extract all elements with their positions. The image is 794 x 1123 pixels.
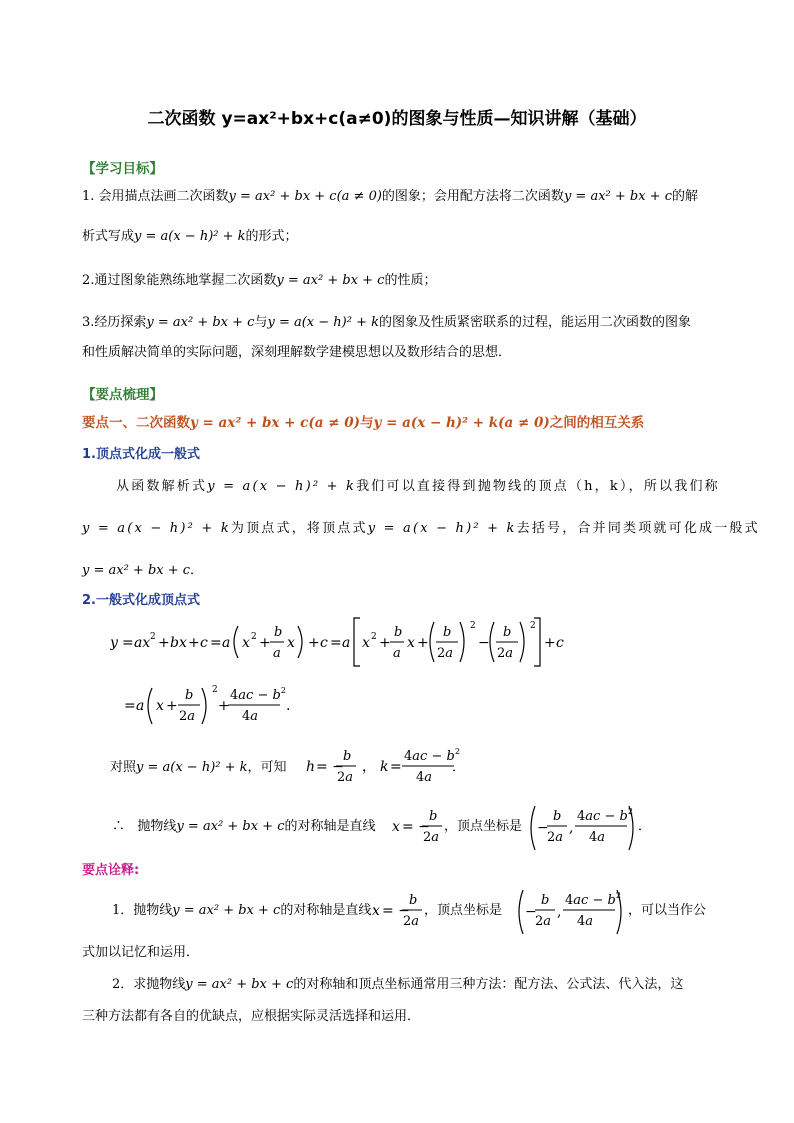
svg-text:2a: 2a bbox=[423, 830, 440, 845]
formula: y = a(x − h)² + k bbox=[267, 315, 379, 330]
paragraph-line-2 bbox=[82, 518, 760, 540]
goal-1-text-mid: 的图象；会用配方法将二次函数 bbox=[381, 189, 564, 204]
note-2-cont: 三种方法都有各自的优缺点，应根据实际灵活选择和运用． bbox=[82, 1009, 421, 1024]
key-point-1-heading bbox=[82, 412, 722, 434]
svg-text:= −: = − bbox=[402, 819, 430, 835]
therefore-symbol: ∴ bbox=[112, 819, 126, 834]
svg-text:a: a bbox=[222, 635, 231, 651]
svg-text:2a: 2a bbox=[337, 770, 354, 785]
svg-text:x: x bbox=[287, 635, 295, 651]
svg-text:c: c bbox=[200, 635, 208, 651]
svg-text:= −: = − bbox=[316, 759, 344, 775]
goal-text: 2.通过图象能熟练地掌握二次函数 bbox=[82, 273, 277, 288]
svg-text:4ac − b2: $4ac - b^2$ bbox=[230, 686, 286, 703]
para-text: 从函数解析式 bbox=[116, 479, 208, 494]
goal-1-cont bbox=[82, 226, 722, 248]
svg-text:,: , bbox=[557, 904, 562, 920]
note-1-vertex-text: ，顶点坐标是 bbox=[424, 903, 503, 918]
svg-text:+: + bbox=[379, 635, 391, 651]
svg-text:+: + bbox=[544, 635, 556, 651]
key-text: 要点一、二次函数 bbox=[82, 415, 190, 431]
formula: y = a(x − h)² + k bbox=[367, 521, 517, 536]
svg-text:2a: 2a bbox=[497, 646, 514, 661]
svg-text:2a: 2a bbox=[403, 914, 420, 929]
goal-text-end: 的图象及性质紧密联系的过程，能运用二次函数的图象 bbox=[378, 315, 691, 330]
svg-text:b: b bbox=[503, 625, 512, 640]
svg-text:=: = bbox=[390, 759, 402, 775]
svg-text:x: x bbox=[372, 903, 380, 919]
formula: y = a(x − h)² + k bbox=[82, 521, 231, 536]
svg-text:4ac − b2: $4ac - b^2$ bbox=[577, 807, 633, 824]
svg-text:x: x bbox=[362, 635, 370, 651]
svg-text:ax: ax bbox=[134, 635, 151, 651]
goal-text: 3.经历探索 bbox=[82, 315, 147, 330]
svg-text:b: b bbox=[274, 625, 283, 640]
svg-text:a: a bbox=[136, 698, 145, 714]
goal-3-cont: 和性质解决简单的实际问题，深刻理解数学建模思想以及数形结合的思想． bbox=[82, 345, 512, 360]
svg-text:4a: 4a bbox=[589, 830, 606, 845]
svg-text:2: 2 bbox=[530, 621, 536, 631]
svg-text:b: b bbox=[443, 625, 452, 640]
note-axis-formula bbox=[372, 888, 422, 936]
svg-text:2a: 2a bbox=[535, 914, 552, 929]
svg-text:y: y bbox=[110, 635, 118, 651]
goal-2 bbox=[82, 270, 722, 292]
svg-text:a: a bbox=[393, 646, 401, 661]
formula: y = a(x − h)² + k bbox=[207, 479, 357, 494]
svg-text:x: x bbox=[156, 698, 164, 714]
svg-text:= −: = − bbox=[382, 903, 410, 919]
compare-text: 对照 bbox=[110, 760, 137, 775]
svg-text:+: + bbox=[259, 635, 271, 651]
therefore-text-mid: 的对称轴是直线 bbox=[284, 819, 376, 834]
formula: y = a(x − h)² + k bbox=[134, 229, 246, 244]
compare-end: ． bbox=[452, 760, 466, 775]
svg-text:a: a bbox=[273, 646, 281, 661]
svg-text:x: x bbox=[392, 819, 400, 835]
svg-text:−: − bbox=[478, 635, 490, 651]
note-heading: 要点诠释: bbox=[82, 863, 140, 878]
note-1-cont: 式加以记忆和运用． bbox=[82, 945, 200, 960]
key-text-mid: 与 bbox=[360, 415, 374, 431]
formula: y = ax² + bx + c bbox=[276, 273, 385, 288]
goal-text-mid: 与 bbox=[254, 315, 268, 330]
svg-text:+: + bbox=[188, 635, 200, 651]
svg-text:b: b bbox=[394, 625, 403, 640]
formula: y = ax² + bx + c bbox=[563, 189, 672, 204]
svg-text:2: 2 bbox=[150, 632, 156, 642]
formula: y = ax² + bx + c(a ≠ 0) bbox=[228, 189, 382, 204]
svg-text:=: = bbox=[122, 635, 134, 651]
goal-1 bbox=[82, 186, 722, 208]
svg-text:2a: 2a bbox=[437, 646, 454, 661]
svg-text:=: = bbox=[330, 635, 342, 651]
goal-3 bbox=[82, 312, 722, 334]
section-heading-points: 【要点梳理】 bbox=[82, 387, 163, 403]
note-text-end: 的对称轴和顶点坐标通常用三种方法：配方法、公式法、代入法，这 bbox=[293, 977, 684, 992]
svg-text:b: b bbox=[541, 893, 550, 908]
svg-text:−: − bbox=[537, 820, 549, 836]
paragraph-line-1 bbox=[116, 476, 756, 498]
svg-text:b: b bbox=[553, 809, 562, 824]
svg-text:+: + bbox=[417, 635, 429, 651]
formula: y = a(x − h)² + k(a ≠ 0) bbox=[373, 415, 550, 431]
svg-text:2: 2 bbox=[212, 685, 218, 695]
svg-text:+: + bbox=[218, 698, 230, 714]
svg-text:4ac − b2: $4ac - b^2$ bbox=[565, 891, 621, 908]
svg-text:+: + bbox=[158, 635, 170, 651]
svg-text:2a: 2a bbox=[547, 830, 564, 845]
note-text: 1．抛物线 bbox=[112, 903, 173, 918]
therefore-text-vertex: ，顶点坐标是 bbox=[444, 819, 523, 834]
para-text-end: 我们可以直接得到抛物线的顶点（h，k），所以我们称 bbox=[356, 479, 720, 494]
svg-text:2: 2 bbox=[470, 621, 476, 631]
note-2-text bbox=[112, 974, 752, 996]
formula: y = ax² + bx + c bbox=[82, 563, 191, 578]
svg-text:x: x bbox=[407, 635, 415, 651]
svg-text:,: , bbox=[569, 820, 574, 836]
goal-text-end: 的性质； bbox=[384, 273, 437, 288]
svg-text:x: x bbox=[242, 635, 250, 651]
svg-text:，: ， bbox=[362, 759, 376, 775]
svg-text:h: h bbox=[306, 759, 316, 775]
svg-text:b: b bbox=[343, 749, 352, 764]
goal-text: 析式写成 bbox=[82, 229, 135, 244]
formula: y = ax² + bx + c bbox=[172, 903, 281, 918]
formula: y = ax² + bx + c bbox=[146, 315, 255, 330]
axis-formula bbox=[392, 804, 442, 852]
completing-square-equation-2 bbox=[110, 678, 310, 734]
therefore-text: 抛物线 bbox=[137, 819, 177, 834]
svg-text:=: = bbox=[124, 698, 136, 714]
subheading-vertex-to-general: 1.顶点式化成一般式 bbox=[82, 447, 200, 462]
para-text-mid: 为顶点式，将顶点式 bbox=[230, 521, 368, 536]
compare-formula-h-k bbox=[306, 744, 476, 792]
svg-text:c: c bbox=[320, 635, 328, 651]
goal-text-end: 的形式； bbox=[245, 229, 298, 244]
note-text: 2．求抛物线 bbox=[112, 977, 186, 992]
formula: y = ax² + bx + c bbox=[176, 819, 285, 834]
svg-text:2a: 2a bbox=[179, 709, 196, 724]
svg-text:4ac − b2: $4ac - b^2$ bbox=[404, 747, 460, 764]
svg-text:4a: 4a bbox=[242, 709, 259, 724]
formula: y = a(x − h)² + k bbox=[136, 760, 248, 775]
para-text-end: 去括号，合并同类项就可化成一般式 bbox=[516, 521, 760, 536]
formula: y = ax² + bx + c(a ≠ 0) bbox=[190, 415, 361, 431]
svg-text:b: b bbox=[409, 893, 418, 908]
key-text-end: 之间的相互关系 bbox=[549, 415, 645, 431]
compare-text-mid: ，可知 bbox=[247, 760, 287, 775]
svg-text:c: c bbox=[556, 635, 564, 651]
svg-text:.: . bbox=[286, 698, 291, 714]
goal-1-text-end: 的解 bbox=[671, 189, 698, 204]
svg-text:4a: 4a bbox=[577, 914, 594, 929]
therefore-end: ． bbox=[638, 819, 652, 834]
para-text-end: ． bbox=[190, 563, 204, 578]
svg-text:−: − bbox=[525, 904, 537, 920]
subheading-general-to-vertex: 2.一般式化成顶点式 bbox=[82, 593, 200, 608]
goal-1-text: 1. 会用描点法画二次函数 bbox=[82, 189, 229, 204]
note-1-end: ，可以当作公 bbox=[628, 903, 707, 918]
svg-text:bx: bx bbox=[170, 635, 187, 651]
svg-text:+: + bbox=[308, 635, 320, 651]
note-vertex-formula bbox=[515, 886, 627, 938]
svg-text:=: = bbox=[210, 635, 222, 651]
svg-text:k: k bbox=[380, 759, 389, 775]
section-heading-goals: 【学习目标】 bbox=[82, 161, 163, 177]
note-text-mid: 的对称轴是直线 bbox=[280, 903, 372, 918]
formula: y = ax² + bx + c bbox=[185, 977, 294, 992]
svg-text:2: 2 bbox=[371, 632, 377, 642]
vertex-formula bbox=[527, 802, 639, 854]
paragraph-line-3 bbox=[82, 560, 722, 582]
svg-text:2: 2 bbox=[251, 632, 257, 642]
svg-text:4a: 4a bbox=[416, 770, 433, 785]
svg-text:+: + bbox=[166, 698, 178, 714]
svg-text:b: b bbox=[185, 688, 194, 703]
page-title: 二次函数 y=ax²+bx+c(a≠0)的图象与性质—知识讲解（基础） bbox=[147, 109, 647, 129]
svg-text:b: b bbox=[429, 809, 438, 824]
completing-square-equation-1 bbox=[110, 612, 570, 672]
svg-text:a: a bbox=[342, 635, 351, 651]
